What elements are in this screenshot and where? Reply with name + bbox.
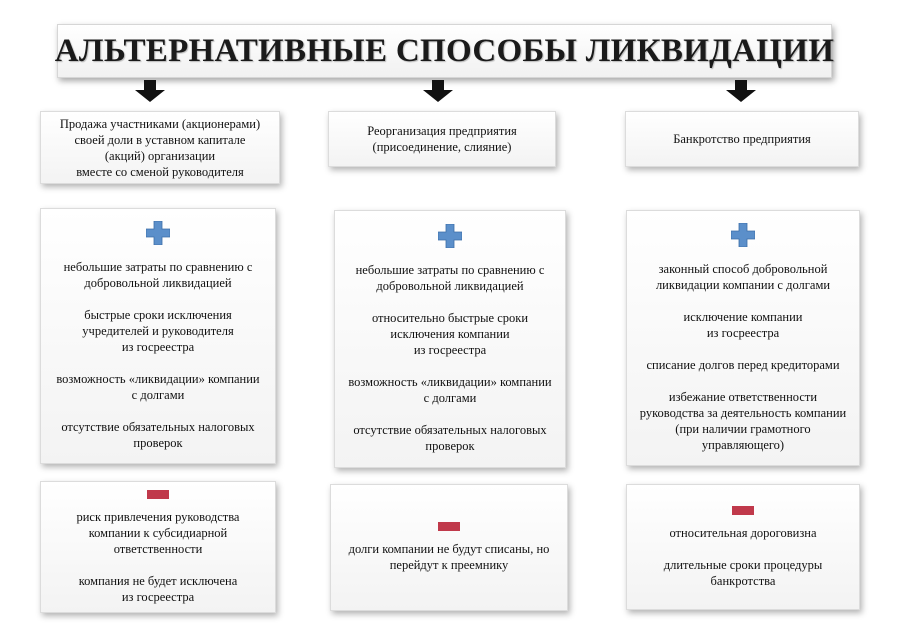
- text-line: списание долгов перед кредиторами: [646, 358, 840, 372]
- diagram-title: АЛЬТЕРНАТИВНЫЕ СПОСОБЫ ЛИКВИДАЦИИ: [54, 32, 835, 69]
- text-line: отсутствие обязательных налоговых: [61, 420, 255, 434]
- arrow-down-icon: [726, 80, 756, 102]
- text-line: банкротства: [710, 573, 776, 588]
- text-line: избежание ответственности: [668, 390, 818, 404]
- plus-icon: [438, 224, 462, 248]
- text-line: законный способ добровольной: [658, 262, 828, 276]
- text-line: возможность «ликвидации» компании: [348, 375, 552, 389]
- text-line: из госреестра: [121, 340, 195, 354]
- advantage-item: [640, 389, 846, 453]
- arrow-down-icon: [423, 80, 453, 102]
- text-line: исключения компании: [390, 327, 510, 341]
- text-line: проверок: [133, 436, 183, 450]
- advantages-box: [40, 208, 276, 464]
- text-line: из госреестра: [413, 343, 487, 357]
- disadvantage-item: [76, 509, 239, 557]
- text-line: исключение компании: [683, 310, 803, 324]
- text-line: небольшие затраты по сравнению с: [63, 260, 253, 274]
- disadvantage-item: [664, 557, 822, 589]
- minus-icon: [147, 490, 169, 499]
- text-line: (присоединение, слияние): [372, 140, 512, 154]
- text-line: компания не будет исключена: [78, 573, 238, 588]
- text-line: небольшие затраты по сравнению с: [355, 263, 545, 277]
- advantage-item: [646, 357, 839, 373]
- minus-icon: [732, 506, 754, 515]
- text-line: быстрые сроки исключения: [84, 308, 232, 322]
- disadvantage-item: [669, 525, 816, 541]
- text-line: руководства за деятельность компании: [639, 406, 847, 420]
- text-line: с долгами: [423, 391, 477, 405]
- text-line: перейдут к преемнику: [389, 558, 509, 572]
- disadvantages-box: [330, 484, 568, 611]
- advantage-item: [348, 374, 551, 406]
- advantage-item: [61, 419, 254, 451]
- method-header-box: [625, 111, 859, 167]
- advantage-item: [353, 422, 546, 454]
- text-line: проверок: [425, 439, 475, 453]
- method-name: [367, 123, 517, 155]
- text-line: ликвидации компании с долгами: [655, 278, 831, 292]
- advantage-item: [64, 259, 253, 291]
- text-line: отсутствие обязательных налоговых: [353, 423, 547, 437]
- method-name: [673, 131, 811, 147]
- advantages-box: [626, 210, 860, 466]
- disadvantages-box: [626, 484, 860, 610]
- text-line: (акций) организации: [104, 148, 216, 163]
- text-line: относительная дороговизна: [669, 525, 817, 540]
- advantage-item: [356, 262, 545, 294]
- text-line: компании к субсидиарной: [88, 525, 228, 540]
- minus-icon: [438, 522, 460, 531]
- text-line: добровольной ликвидацией: [84, 276, 232, 290]
- text-line: Банкротство предприятия: [673, 132, 811, 146]
- plus-icon: [731, 223, 755, 247]
- advantage-item: [684, 309, 803, 341]
- method-header-box: [328, 111, 556, 167]
- advantage-item: [656, 261, 830, 293]
- text-line: учредителей и руководителя: [82, 324, 234, 338]
- disadvantage-item: [349, 541, 550, 573]
- text-line: длительные сроки процедуры: [663, 557, 823, 572]
- text-line: ответственности: [113, 541, 203, 556]
- method-name: [60, 116, 260, 180]
- text-line: долги компании не будут списаны, но: [348, 542, 550, 556]
- advantage-item: [82, 307, 233, 355]
- plus-icon: [146, 221, 170, 245]
- arrow-down-icon: [135, 80, 165, 102]
- advantage-item: [56, 371, 259, 403]
- text-line: Реорганизация предприятия: [367, 124, 517, 138]
- text-line: относительно быстрые сроки: [371, 311, 529, 325]
- text-line: риск привлечения руководства: [76, 509, 240, 524]
- text-line: Продажа участниками (акционерами): [59, 116, 261, 131]
- text-line: из госреестра: [706, 326, 780, 340]
- text-line: управляющего): [701, 438, 785, 452]
- disadvantages-box: [40, 481, 276, 613]
- text-line: своей доли в уставном капитале: [74, 132, 246, 147]
- advantage-item: [372, 310, 528, 358]
- advantages-box: [334, 210, 566, 468]
- title-banner: [54, 24, 835, 78]
- text-line: добровольной ликвидацией: [376, 279, 524, 293]
- text-line: с долгами: [131, 388, 185, 402]
- text-line: (при наличии грамотного: [675, 422, 811, 436]
- text-line: возможность «ликвидации» компании: [56, 372, 260, 386]
- text-line: вместе со сменой руководителя: [76, 164, 244, 179]
- text-line: из госреестра: [121, 589, 195, 604]
- method-header-box: [40, 111, 280, 184]
- disadvantage-item: [79, 573, 238, 605]
